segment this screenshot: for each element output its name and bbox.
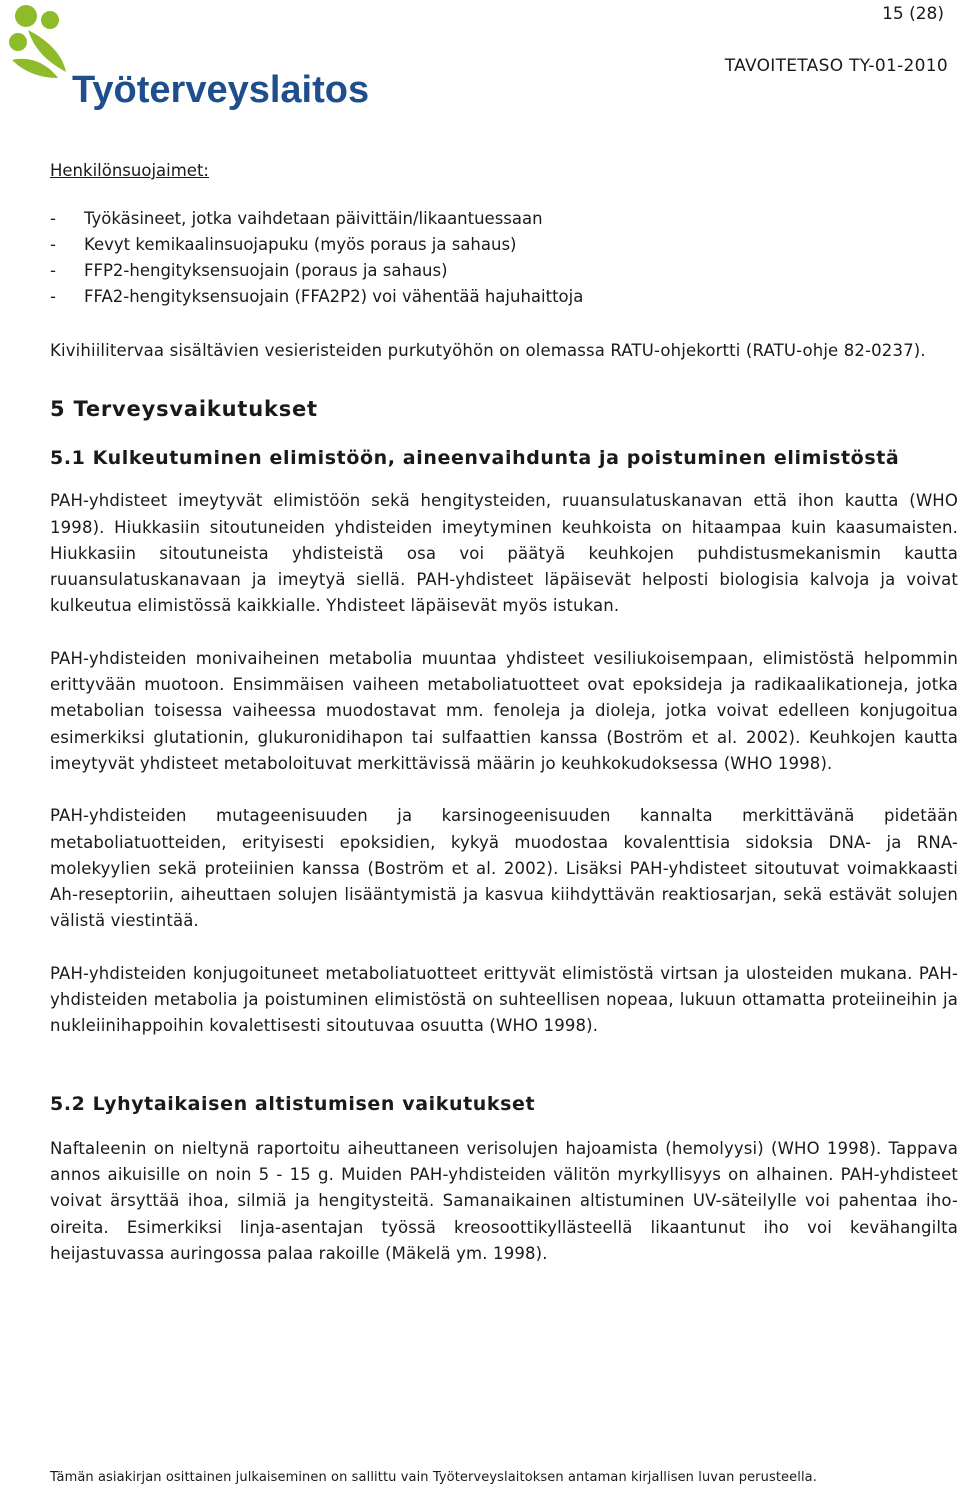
list-item-text: Työkäsineet, jotka vaihdetaan päivittäin/likaantuessaan — [84, 209, 543, 228]
organization-logo — [4, 2, 370, 112]
list-item — [50, 284, 958, 310]
list-dash: - — [50, 209, 56, 228]
footer-notice: Tämän asiakirjan osittainen julkaiseminen on sallittu vain Työterveyslaitoksen antaman kirjallisen luvan perusteella. — [50, 1470, 817, 1485]
page-number: 15 (28) — [882, 4, 944, 24]
paragraph: PAH-yhdisteiden monivaiheinen metabolia muuntaa yhdisteet vesiliukoisempaan, elimistöstä helpommin erittyvään muotoon. Ensimmäisen vaiheen metaboliatuotteet ovat epoksideja ja radikaalikationeja, jotka metabolian toisessa vaiheessa muodostavat mm. fenoleja ja dioleja, jotka voivat edelleen konjugoitua esimerkiksi glutationin, glukuronidihapon tai sulfaattien kanssa (Boström et al. 2002). Keuhkojen kautta imeytyvät yhdisteet metaboloituvat merkittävissä määrin jo keuhkokudoksessa (WHO 1998). — [50, 648, 958, 773]
ratu-paragraph: Kivihiilitervaa sisältävien vesieristeiden purkutyöhön on olemassa RATU-ohjekortti (RATU-ohje 82-0237). — [50, 341, 926, 360]
list-item-text: FFA2-hengityksensuojain (FFA2P2) voi vähentää hajuhaittoja — [84, 287, 584, 306]
list-item — [50, 206, 958, 232]
list-dash: - — [50, 235, 56, 254]
document-code: TAVOITETASO TY-01-2010 — [724, 56, 948, 76]
paragraph: PAH-yhdisteiden konjugoituneet metaboliatuotteet erittyvät elimistöstä virtsan ja ulosteiden mukana. PAH-yhdisteiden metabolia ja poistuminen elimistöstä on suhteellisen nopeaa, lukuun ottamatta proteiineihin ja nukleiinihappoihin kovalettisesti sitoutuvaa osuutta (WHO 1998). — [50, 963, 958, 1036]
document-body — [50, 158, 958, 1267]
ppe-heading: Henkilönsuojaimet: — [50, 161, 209, 180]
list-item-text: FFP2-hengityksensuojain (poraus ja sahaus) — [84, 261, 448, 280]
list-item — [50, 232, 958, 258]
list-item — [50, 258, 958, 284]
logo-text: Työterveyslaitos — [72, 69, 370, 111]
list-dash: - — [50, 287, 56, 306]
logo-graphic — [4, 2, 370, 112]
paragraph: PAH-yhdisteet imeytyvät elimistöön sekä hengitysteiden, ruuansulatuskanavan että ihon kautta (WHO 1998). Hiukkasiin sitoutuneiden yhdisteiden imeytyminen keuhkoista on hitaampaa kuin kaasumaisten. Hiukkasiin sitoutuneista yhdisteistä osa voi päätyä keuhkojen puhdistusmekanismin kautta ruuansulatuskanavaan ja imeytyä siellä. PAH-yhdisteet läpäisevät helposti biologisia kalvoja ja voivat kulkeutua elimistössä kaikkialle. Yhdisteet läpäisevät myös istukan. — [50, 491, 958, 616]
section-5-1-heading: 5.1 Kulkeutuminen elimistöön, aineenvaihdunta ja poistuminen elimistöstä — [50, 447, 900, 470]
section-5-2-heading: 5.2 Lyhytaikaisen altistumisen vaikutukset — [50, 1092, 536, 1115]
section-5-heading: 5 Terveysvaikutukset — [50, 397, 318, 422]
paragraph: PAH-yhdisteiden mutageenisuuden ja karsinogeenisuuden kannalta merkittävänä pidetään metaboliatuotteiden, erityisesti epoksidien, kykyä muodostaa kovalenttisia sidoksia DNA- ja RNA-molekyylien sekä proteiinien kanssa (Boström et al. 2002). Lisäksi PAH-yhdisteet sitoutuvat voimakkaasti Ah-reseptoriin, aiheuttaen solujen lisääntymistä ja kasvua kiihdyttävän reaktiosarjan, sekä estävät solujen välistä viestintää. — [50, 806, 958, 931]
logo-leaf-icon — [9, 5, 66, 78]
ppe-list — [50, 206, 958, 310]
list-dash: - — [50, 261, 56, 280]
list-item-text: Kevyt kemikaalinsuojapuku (myös poraus ja sahaus) — [84, 235, 517, 254]
paragraph: Naftaleenin on nieltynä raportoitu aiheuttaneen verisolujen hajoamista (hemolyysi) (WHO 1998). Tappava annos aikuisille on noin 5 - 15 g. Muiden PAH-yhdisteiden välitön myrkyllisyys on alhainen. PAH-yhdisteet voivat ärsyttää ihoa, silmiä ja hengitysteitä. Samanaikainen altistuminen UV-säteilylle voi pahentaa iho-oireita. Esimerkiksi linja-asentajan työssä kreosoottikyllästeellä likaantunut iho voi kevähangilta heijastuvassa auringossa palaa rakoille (Mäkelä ym. 1998). — [50, 1138, 958, 1263]
